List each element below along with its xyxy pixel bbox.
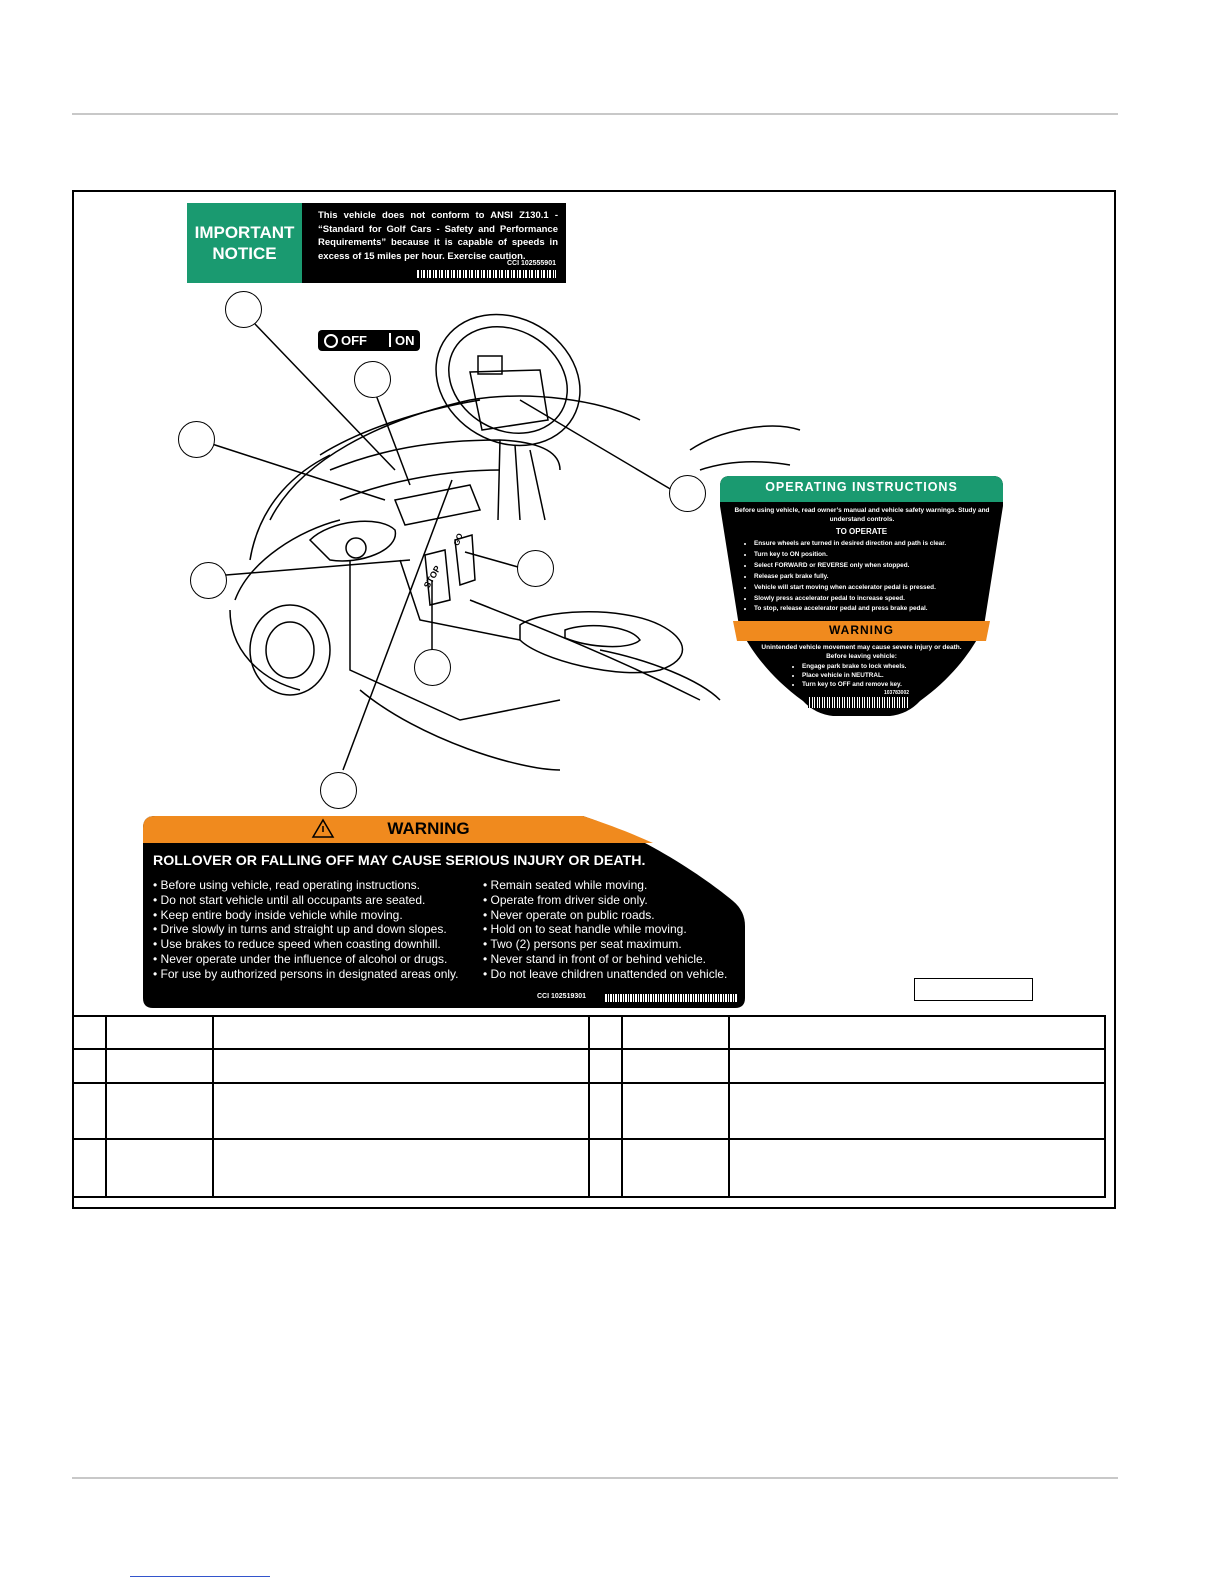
important-notice-decal: [187, 203, 566, 283]
notice-body: This vehicle does not conform to ANSI Z130.1 - “Standard for Golf Cars - Safety and Performance Requirements” because it is capable of speeds in excess of 15 miles per hour. Exercise caution.: [318, 210, 558, 262]
callout-circle: [517, 550, 554, 587]
warning-item: • For use by authorized persons in designated areas only.: [153, 966, 459, 981]
callout-circle: [669, 475, 706, 512]
operating-step: • Select FORWARD or REVERSE only when stopped.: [754, 561, 946, 572]
table-cell: [729, 1139, 1105, 1197]
table-row: [73, 1049, 1105, 1083]
operating-steps: [740, 539, 946, 615]
operating-step: • To stop, release accelerator pedal and press brake pedal.: [754, 604, 946, 615]
table-cell: [213, 1016, 589, 1049]
warning-item: • Never stand in front of or behind vehicle.: [483, 951, 706, 966]
barcode-icon: [808, 697, 908, 708]
table-cell: [589, 1139, 622, 1197]
footer-rule: [72, 1477, 1118, 1479]
table-cell: [73, 1139, 106, 1197]
operating-warning-steps: [788, 662, 906, 689]
table-cell: [622, 1083, 729, 1139]
table-cell: [622, 1139, 729, 1197]
callout-circle: [414, 649, 451, 686]
warning-item: • Never operate under the influence of alcohol or drugs.: [153, 951, 448, 966]
rollover-warning-decal: [143, 816, 745, 1008]
operating-step: • Ensure wheels are turned in desired direction and path is clear.: [754, 539, 946, 550]
callout-circle: [190, 562, 227, 599]
warning-heading-text: WARNING: [387, 819, 470, 838]
operating-warning-step: • Place vehicle in NEUTRAL.: [802, 671, 906, 680]
callout-circle: [225, 291, 262, 328]
warning-right-list: [483, 878, 727, 982]
operating-step: • Release park brake fully.: [754, 572, 946, 583]
warning-item: • Two (2) persons per seat maximum.: [483, 937, 682, 952]
operating-warning-step: • Turn key to OFF and remove key.: [802, 680, 906, 689]
warning-item: • Remain seated while moving.: [483, 878, 648, 892]
table-row: [73, 1139, 1105, 1197]
notice-part-number: CCI 102555901: [506, 260, 556, 267]
callout-circle: [178, 421, 215, 458]
callout-circle: [320, 772, 357, 809]
table-cell: [73, 1049, 106, 1083]
table-cell: [589, 1016, 622, 1049]
table-cell: [729, 1049, 1105, 1083]
table-cell: [106, 1083, 213, 1139]
operating-step: • Vehicle will start moving when accelerator pedal is pressed.: [754, 583, 946, 594]
notice-heading-line2: NOTICE: [212, 244, 277, 263]
warning-item: • Before using vehicle, read operating instructions.: [153, 878, 421, 892]
footer-link-underline[interactable]: [130, 1576, 270, 1577]
table-cell: [622, 1049, 729, 1083]
warning-item: • Never operate on public roads.: [483, 907, 655, 922]
operating-step: • Slowly press accelerator pedal to increase speed.: [754, 594, 946, 605]
on-bar-icon: [389, 333, 391, 347]
operating-instructions-decal: [720, 476, 1003, 718]
key-switch-decal: [318, 330, 420, 351]
operating-part-number: 103783002: [884, 690, 910, 696]
off-circle-icon: [324, 334, 338, 348]
warning-item: • Do not start vehicle until all occupants are seated.: [153, 892, 426, 907]
off-label: OFF: [341, 333, 367, 348]
table-cell: [589, 1083, 622, 1139]
warning-item: • Do not leave children unattended on vehicle.: [483, 966, 728, 981]
table-cell: [213, 1083, 589, 1139]
warning-part-number: CCI 102519301: [537, 993, 587, 1000]
table-row: [73, 1016, 1105, 1049]
warning-item: • Keep entire body inside vehicle while moving.: [153, 907, 403, 922]
warning-left-list: [153, 878, 459, 982]
stop-pedal-label: STOP: [421, 563, 443, 591]
warning-item: • Use brakes to reduce speed when coasting downhill.: [153, 937, 441, 952]
decal-legend-table: [72, 1015, 1106, 1198]
warning-item: • Hold on to seat handle while moving.: [483, 922, 687, 937]
operating-warning-heading: WARNING: [829, 623, 894, 637]
operating-warning-intro: Unintended vehicle movement may cause severe injury or death. Before leaving vehicle:: [761, 644, 962, 660]
go-pedal-label: GO: [451, 532, 465, 547]
notice-heading: [187, 203, 302, 283]
warning-heading: [143, 819, 688, 839]
operating-intro: Before using vehicle, read owner’s manual and vehicle safety warnings. Study and understand controls.: [734, 507, 990, 523]
callout-circle: [354, 361, 391, 398]
operating-subheading: TO OPERATE: [835, 527, 888, 536]
figure-reference-box: [914, 978, 1033, 1001]
table-cell: [73, 1016, 106, 1049]
table-cell: [106, 1139, 213, 1197]
barcode-icon: [604, 994, 737, 1002]
barcode-icon: [416, 270, 556, 278]
table-cell: [73, 1083, 106, 1139]
table-cell: [106, 1049, 213, 1083]
table-cell: [729, 1083, 1105, 1139]
table-cell: [213, 1049, 589, 1083]
operating-warning-step: • Engage park brake to lock wheels.: [802, 662, 906, 671]
operating-step: • Turn key to ON position.: [754, 550, 946, 561]
table-cell: [729, 1016, 1105, 1049]
operating-heading: OPERATING INSTRUCTIONS: [765, 480, 958, 494]
warning-title: ROLLOVER OR FALLING OFF MAY CAUSE SERIOUS INJURY OR DEATH.: [153, 853, 646, 869]
table-row: [73, 1083, 1105, 1139]
table-cell: [106, 1016, 213, 1049]
warning-item: • Drive slowly in turns and straight up and down slopes.: [153, 922, 447, 937]
table-cell: [589, 1049, 622, 1083]
table-cell: [213, 1139, 589, 1197]
warning-item: • Operate from driver side only.: [483, 892, 648, 907]
notice-heading-line1: IMPORTANT: [194, 223, 295, 242]
table-cell: [622, 1016, 729, 1049]
header-rule: [72, 113, 1118, 115]
on-label: ON: [395, 333, 415, 348]
